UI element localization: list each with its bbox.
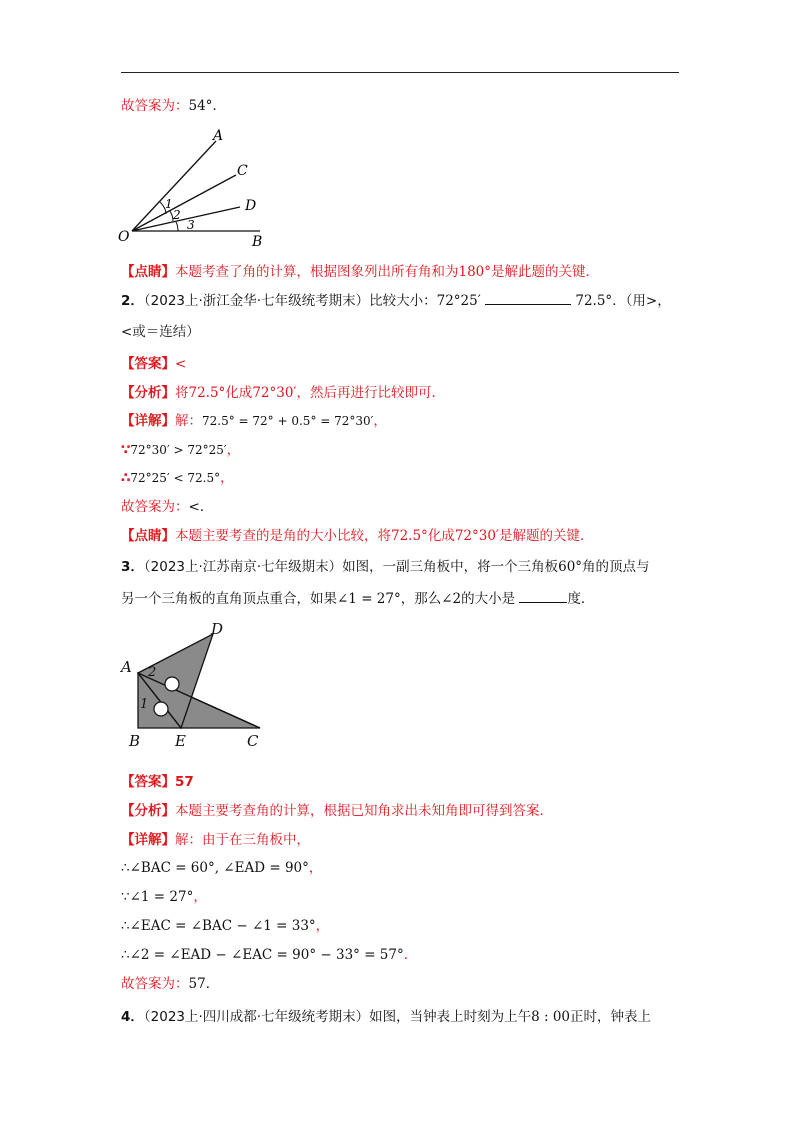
arc-3 (176, 222, 178, 231)
label-1: 1 (165, 197, 173, 211)
label-c: C (247, 732, 259, 750)
question-2: 2．（2023上·浙江金华·七年级统考期末）比较大小：72°25′ 72.5°．（用>， (121, 293, 671, 309)
question-3: 3．（2023上·江苏南京·七年级期末）如图，一副三角板中，将一个三角板60°角的顶点与 (121, 559, 650, 575)
question-3-cont: 另一个三角板的直角顶点重合，如果∠1 = 27°，那么∠2的大小是 度． (121, 591, 595, 607)
label-a: A (121, 658, 132, 676)
step-3: ∴∠EAC = ∠BAC − ∠1 = 33°， (121, 918, 330, 934)
label-1: 1 (140, 697, 149, 712)
detail-2: 【详解】解：72.5° = 72° + 0.5° = 72°30′， (121, 413, 387, 429)
answer-blank (485, 292, 571, 305)
step-2: ∵∠1 = 27°， (121, 889, 207, 905)
analysis-3: 【分析】本题主要考查角的计算，根据已知角求出未知角即可得到答案． (121, 803, 553, 819)
set-square-figure (115, 620, 275, 750)
answer-3: 【答案】57 (121, 774, 194, 790)
label-2: 2 (148, 665, 157, 680)
answer-label: 故答案为： (121, 98, 189, 114)
label-o: O (118, 229, 130, 245)
step-1: ∴∠BAC = 60°, ∠EAD = 90°， (121, 860, 323, 876)
question-number: 2． (121, 293, 144, 309)
note-2: 【点睛】本题主要考查的是角的大小比较，将72.5°化成72°30′是解题的关键． (121, 528, 594, 544)
question-2-cont: <或＝连结） (121, 324, 200, 340)
angle-figure-1 (110, 128, 280, 253)
step-4: ∴∠2 = ∠EAD − ∠EAC = 90° − 33° = 57°． (121, 947, 418, 963)
label-b: B (252, 234, 263, 250)
note-1: 【点睛】本题考查了角的计算，根据图象列出所有角和为180°是解此题的关键． (121, 264, 600, 280)
label-2: 2 (173, 208, 181, 222)
therefore-2: ∴72°25′ < 72.5°， (121, 470, 234, 486)
answer-blank-3 (519, 590, 567, 603)
detail-3: 【详解】解：由于在三角板中， (121, 832, 310, 848)
question-4: 4．（2023上·四川成都·七年级统考期末）如图，当钟表上时刻为上午8 : 00正时，钟表上 (121, 1009, 652, 1025)
label-a: A (213, 128, 224, 144)
answer-value: 54° (188, 98, 213, 114)
answer-2: 【答案】< (121, 356, 187, 372)
label-e: E (175, 732, 186, 750)
analysis-2: 【分析】将72.5°化成72°30′，然后再进行比较即可． (121, 385, 445, 401)
label-d: D (211, 620, 224, 638)
hole-2 (154, 702, 168, 716)
hole-1 (165, 677, 179, 691)
label-c: C (237, 163, 248, 179)
ray-oc (132, 175, 236, 231)
note-tag: 【点睛】 (121, 264, 175, 280)
label-d: D (245, 198, 257, 214)
because-2: ∵72°30′ > 72°25′， (121, 442, 241, 458)
header-rule (121, 72, 679, 73)
ray-od (132, 207, 240, 231)
label-3: 3 (187, 218, 195, 232)
answer-line-1: 故答案为：54°． (121, 98, 226, 114)
final-2: 故答案为：<． (121, 499, 214, 515)
label-b: B (129, 732, 141, 750)
final-3: 故答案为：57． (121, 976, 220, 992)
